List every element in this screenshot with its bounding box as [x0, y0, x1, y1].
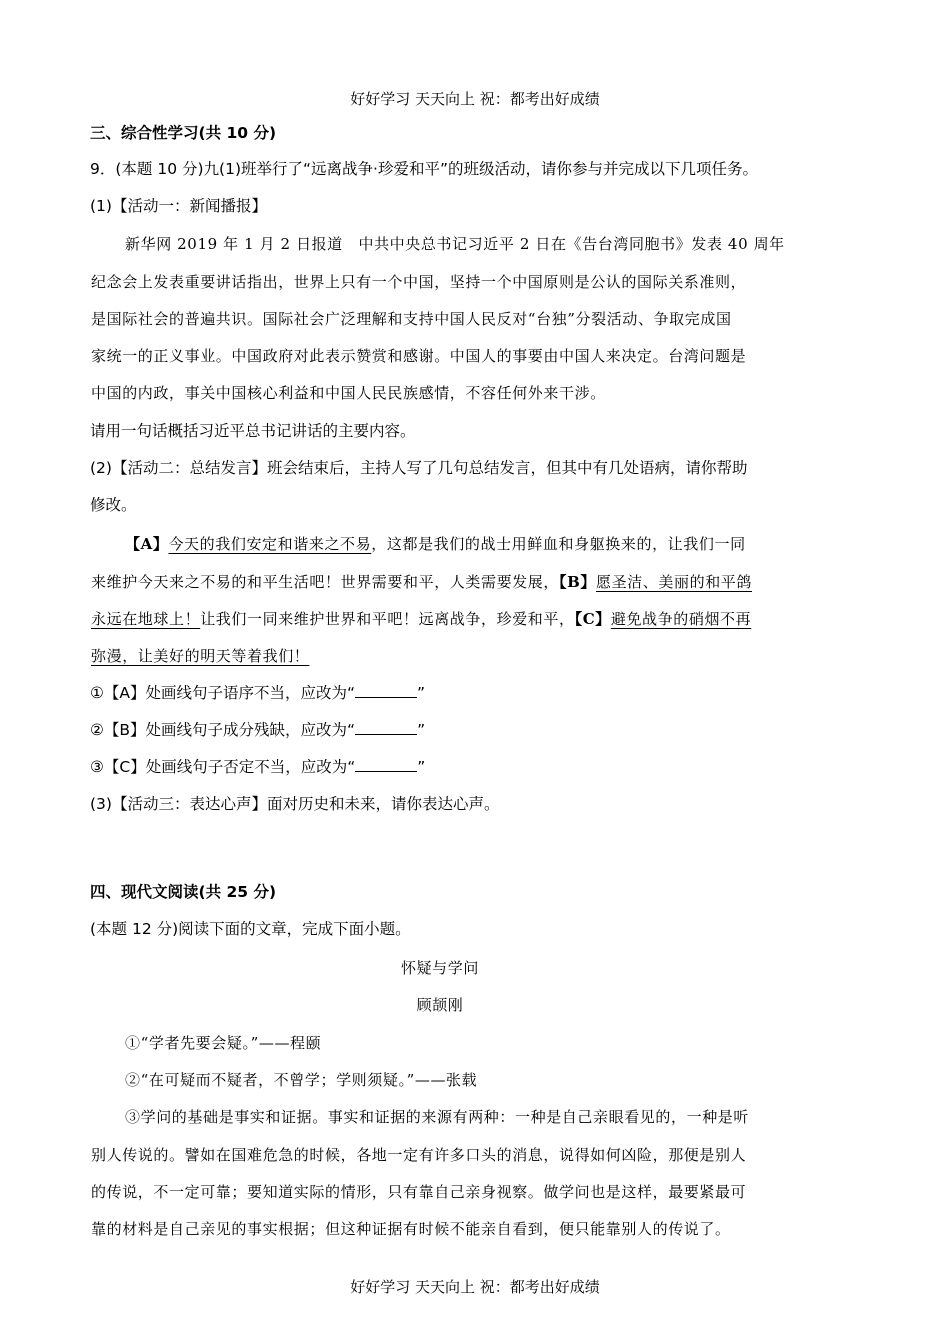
- marker-c: 【C】: [574, 610, 611, 628]
- fix-item-c: [90, 755, 425, 777]
- underlined-sentence-b: 愿圣洁、美丽的和平鸽: [596, 573, 753, 591]
- fix-prompt: ②【B】处画线句子成分残缺，应改为“: [90, 721, 356, 739]
- paragraph-line: 别人传说的。譬如在国难危急的时候，各地一定有许多口头的消息，说得如何凶险，那便是别人: [91, 1146, 747, 1164]
- marker-b: 【B】: [559, 573, 596, 591]
- answer-blank[interactable]: [355, 720, 417, 735]
- fix-close-quote: ”: [417, 684, 426, 702]
- news-line: 中国的内政，事关中国核心利益和中国人民民族感情，不容任何外来干涉。: [91, 384, 606, 402]
- speech-text: 来维护今天来之不易的和平生活吧！世界需要和平，人类需要发展，: [91, 573, 560, 591]
- underlined-sentence-a: 今天的我们安定和谐来之不易: [168, 535, 372, 553]
- answer-blank[interactable]: [355, 757, 417, 772]
- news-line: 家统一的正义事业。中国政府对此表示赞赏和感谢。中国人的事要由中国人来决定。台湾问题是: [91, 347, 747, 365]
- news-line: 新华网 2019 年 1 月 2 日报道 中共中央总书记习近平 2 日在《告台湾同胞书》发表 40 周年: [125, 235, 785, 253]
- reading-intro: (本题 12 分)阅读下面的文章，完成下面小题。: [90, 920, 411, 938]
- marker-a: 【A】: [125, 535, 169, 553]
- paragraph-line: 靠的材料是自己亲见的事实根据；但这种证据有时候不能亲自看到，便只能靠别人的传说了。: [91, 1220, 731, 1238]
- paragraph-line: 的传说，不一定可靠；要知道实际的情形，只有靠自己亲身视察。做学问也是这样，最要紧最可: [91, 1183, 747, 1201]
- section3-title: 三、综合性学习(共 10 分): [90, 124, 277, 142]
- quote-1: ①“学者先要会疑。”——程颐: [125, 1034, 322, 1052]
- fix-prompt: ③【C】处画线句子否定不当，应改为“: [90, 758, 356, 776]
- activity2-label-cont: 修改。: [90, 496, 137, 514]
- underlined-sentence-b-cont: 永远在地球上！: [91, 610, 201, 628]
- quote-2: ②“在可疑而不疑者，不曾学；学则须疑。”——张载: [125, 1071, 478, 1089]
- page-footer: 好好学习 天天向上 祝：都考出好成绩: [350, 1278, 600, 1296]
- activity2-label: (2)【活动二：总结发言】班会结束后，主持人写了几句总结发言，但其中有几处语病，请你帮助: [90, 459, 748, 477]
- fix-close-quote: ”: [417, 721, 426, 739]
- speech-line: [91, 645, 309, 666]
- underlined-sentence-c: 避免战争的硝烟不再: [610, 610, 752, 628]
- fix-item-b: [90, 718, 425, 740]
- activity3-label: (3)【活动三：表达心声】面对历史和未来，请你表达心声。: [90, 795, 500, 813]
- activity1-label: (1)【活动一：新闻播报】: [90, 197, 267, 215]
- answer-blank[interactable]: [355, 683, 417, 698]
- fix-item-a: [90, 681, 425, 703]
- underlined-sentence-c-cont: 弥漫，让美好的明天等着我们！: [91, 647, 310, 665]
- speech-text: ，这都是我们的战士用鲜血和身躯换来的，让我们一同: [371, 535, 746, 553]
- news-line: 纪念会上发表重要讲话指出，世界上只有一个中国，坚持一个中国原则是公认的国际关系准则，: [91, 273, 747, 291]
- speech-text: 让我们一同来维护世界和平吧！远离战争，珍爱和平，: [200, 610, 575, 628]
- speech-line: [91, 571, 752, 592]
- question9-intro: 9．(本题 10 分)九(1)班举行了“远离战争·珍爱和平”的班级活动，请你参与并完成以下几项任务。: [90, 160, 758, 178]
- news-line: 是国际社会的普遍共识。国际社会广泛理解和支持中国人民反对“台独”分裂活动、争取完成国: [91, 310, 732, 328]
- activity1-task: 请用一句话概括习近平总书记讲话的主要内容。: [90, 422, 416, 440]
- fix-prompt: ①【A】处画线句子语序不当，应改为“: [90, 684, 356, 702]
- article-title: 怀疑与学问: [400, 959, 479, 977]
- paragraph-line: ③学问的基础是事实和证据。事实和证据的来源有两种：一种是自己亲眼看见的，一种是听: [125, 1108, 750, 1126]
- section4-title: 四、现代文阅读(共 25 分): [90, 883, 277, 901]
- speech-line: [91, 608, 751, 629]
- article-author: 顾颉刚: [416, 996, 464, 1014]
- fix-close-quote: ”: [417, 758, 426, 776]
- page-header: 好好学习 天天向上 祝：都考出好成绩: [350, 90, 600, 108]
- speech-line: [125, 533, 746, 554]
